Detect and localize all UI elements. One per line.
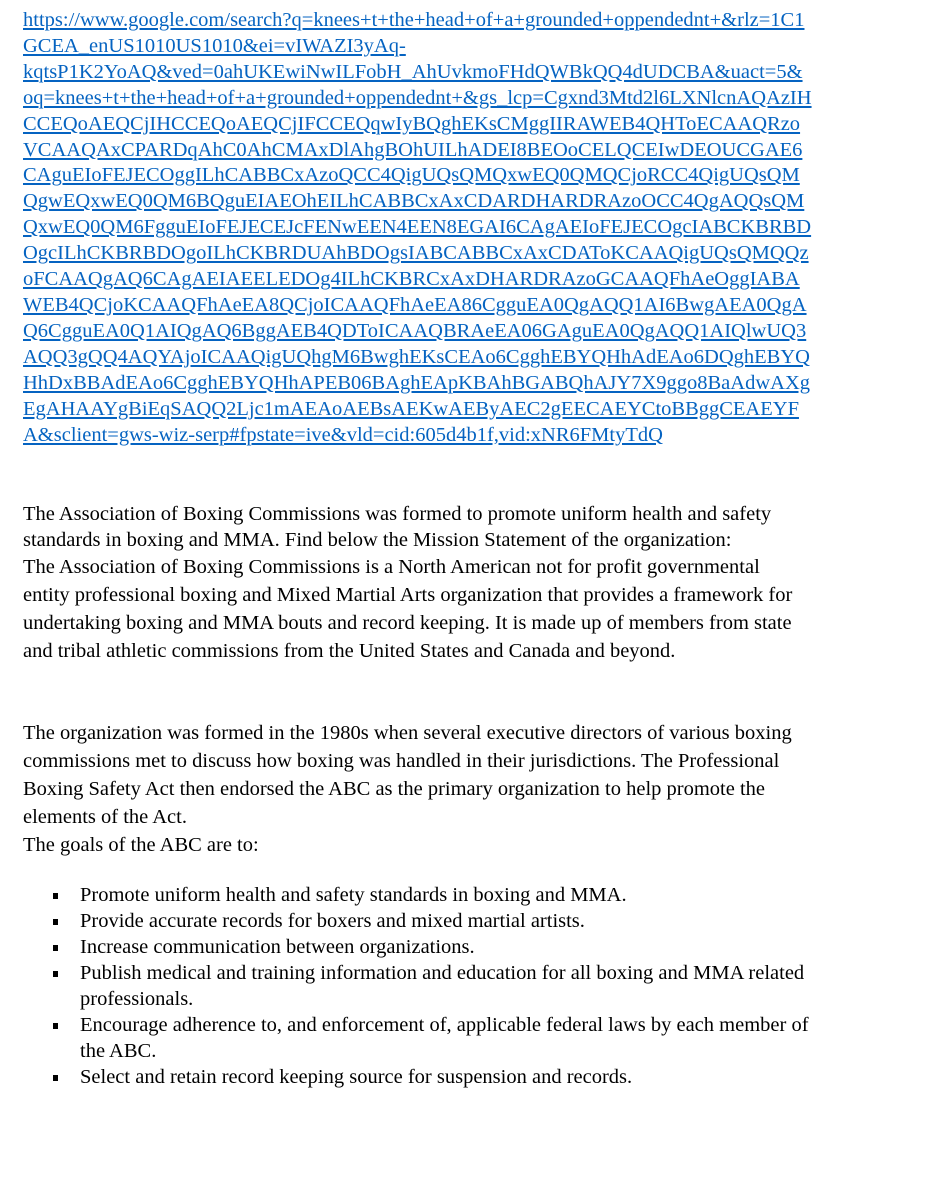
url-line[interactable]: oFCAAQgAQ6CAgAEIAEELEDOg4ILhCKBRCxAxDHARDRAzoGCAAQFhAeOggIABA [23, 268, 800, 291]
paragraph-line: commissions met to discuss how boxing was handled in their jurisdictions. The Professional [23, 750, 780, 772]
paragraph-line: standards in boxing and MMA. Find below the Mission Statement of the organization: [23, 529, 732, 551]
url-line[interactable]: VCAAQAxCPARDqAhC0AhCMAxDlAhgBOhUILhADEI8BEOoCELQCEIwDEOUCGAE6 [23, 138, 803, 161]
goal-text: Provide accurate records for boxers and mixed martial artists. [80, 910, 585, 932]
goal-item [23, 882, 809, 908]
paragraph-line: The Association of Boxing Commissions was formed to promote uniform health and safety [23, 503, 772, 525]
paragraph-line: elements of the Act. [23, 806, 187, 828]
square-bullet-icon [53, 945, 58, 951]
square-bullet-icon [53, 1075, 58, 1081]
paragraph-line: and tribal athletic commissions from the United States and Canada and beyond. [23, 640, 676, 662]
url-line[interactable]: AQQ3gQQ4AQYAjoICAAQigUQhgM6BwghEKsCEAo6CgghEBYQHhAdEAo6DQghEBYQ [23, 345, 810, 368]
url-line[interactable]: QxwEQ0QM6FgguEIoFEJECEJcFENwEEN4EEN8EGAI6CAgAEIoFEJECOgcIABCKBRBD [23, 216, 812, 239]
google-search-url-link[interactable] [23, 8, 903, 448]
square-bullet-icon [53, 1023, 58, 1029]
url-line[interactable]: QgwEQxwEQ0QM6BQguEIAEOhEILhCABBCxAxCDARDHARDRAzoOCC4QgAQQsQM [23, 190, 805, 213]
goal-text: Select and retain record keeping source for suspension and records. [80, 1066, 633, 1088]
goal-text: the ABC. [80, 1040, 157, 1062]
paragraph-line: The organization was formed in the 1980s when several executive directors of various boxing [23, 722, 792, 744]
url-line[interactable]: CCEQoAEQCjIHCCEQoAEQCjIFCCEQqwIyBQghEKsCMggIIRAWEB4QHToECAAQRzo [23, 112, 801, 135]
url-line[interactable]: kqtsP1K2YoAQ&ved=0ahUKEwiNwILFobH_AhUvkmoFHdQWBkQQ4dUDCBA&uact=5& [23, 60, 803, 83]
abc-intro-paragraph [23, 501, 792, 665]
goal-item [23, 960, 809, 1012]
url-line[interactable]: CAguEIoFEJECOggILhCABBCxAzoQCC4QigUQsQMQxwEQ0QMQCjoRCC4QigUQsQM [23, 164, 800, 187]
abc-history-paragraph [23, 719, 792, 859]
paragraph-line: entity professional boxing and Mixed Martial Arts organization that provides a framework for [23, 584, 793, 606]
document-page [23, 8, 903, 1088]
square-bullet-icon [53, 971, 58, 977]
square-bullet-icon [53, 919, 58, 925]
url-line[interactable]: HhDxBBAdEAo6CgghEBYQHhAPEB06BAghEApKBAhBGABQhAJY7X9ggo8BaAdwAXg [23, 371, 810, 394]
square-bullet-icon [53, 893, 58, 899]
url-line[interactable]: EgAHAAYgBiEqSAQQ2Ljc1mAEAoAEBsAEKwAEByAEC2gEECAEYCtoBBggCEAEYF [23, 397, 799, 420]
goal-text: professionals. [80, 988, 194, 1010]
url-line[interactable]: GCEA_enUS1010US1010&ei=vIWAZI3yAq- [23, 34, 406, 57]
paragraph-line: Boxing Safety Act then endorsed the ABC as the primary organization to help promote the [23, 778, 766, 800]
goal-item [23, 908, 809, 934]
url-line[interactable]: oq=knees+t+the+head+of+a+grounded+oppendednt+&gs_lcp=Cgxnd3Mtd2l6LXNlcnAQAzIH [23, 86, 812, 109]
goals-list [23, 882, 809, 1090]
url-line[interactable]: A&sclient=gws-wiz-serp#fpstate=ive&vld=cid:605d4b1f,vid:xNR6FMtyTdQ [23, 423, 663, 446]
goals-heading: The goals of the ABC are to: [23, 834, 259, 856]
goal-text: Encourage adherence to, and enforcement of, applicable federal laws by each member of [80, 1014, 809, 1036]
url-line[interactable]: https://www.google.com/search?q=knees+t+the+head+of+a+grounded+oppendednt+&rlz=1C1 [23, 9, 805, 31]
paragraph-line: The Association of Boxing Commissions is a North American not for profit governmental [23, 556, 760, 578]
goal-item [23, 1064, 809, 1090]
url-line[interactable]: OgcILhCKBRBDOgoILhCKBRDUAhBDOgsIABCABBCxAxCDAToKCAAQigUQsQMQQz [23, 242, 809, 265]
goal-text: Increase communication between organizations. [80, 936, 475, 958]
paragraph-line: undertaking boxing and MMA bouts and record keeping. It is made up of members from state [23, 612, 792, 634]
url-line[interactable]: Q6CgguEA0Q1AIQgAQ6BggAEB4QDToICAAQBRAeEA06GAguEA0QgAQQ1AIQlwUQ3 [23, 319, 807, 342]
goal-text: Publish medical and training information and education for all boxing and MMA related [80, 962, 805, 984]
goal-text: Promote uniform health and safety standards in boxing and MMA. [80, 884, 627, 906]
goal-item [23, 1012, 809, 1064]
goal-item [23, 934, 809, 960]
url-line[interactable]: WEB4QCjoKCAAQFhAeEA8QCjoICAAQFhAeEA86CgguEA0QgAQQ1AI6BwgAEA0QgA [23, 293, 807, 316]
